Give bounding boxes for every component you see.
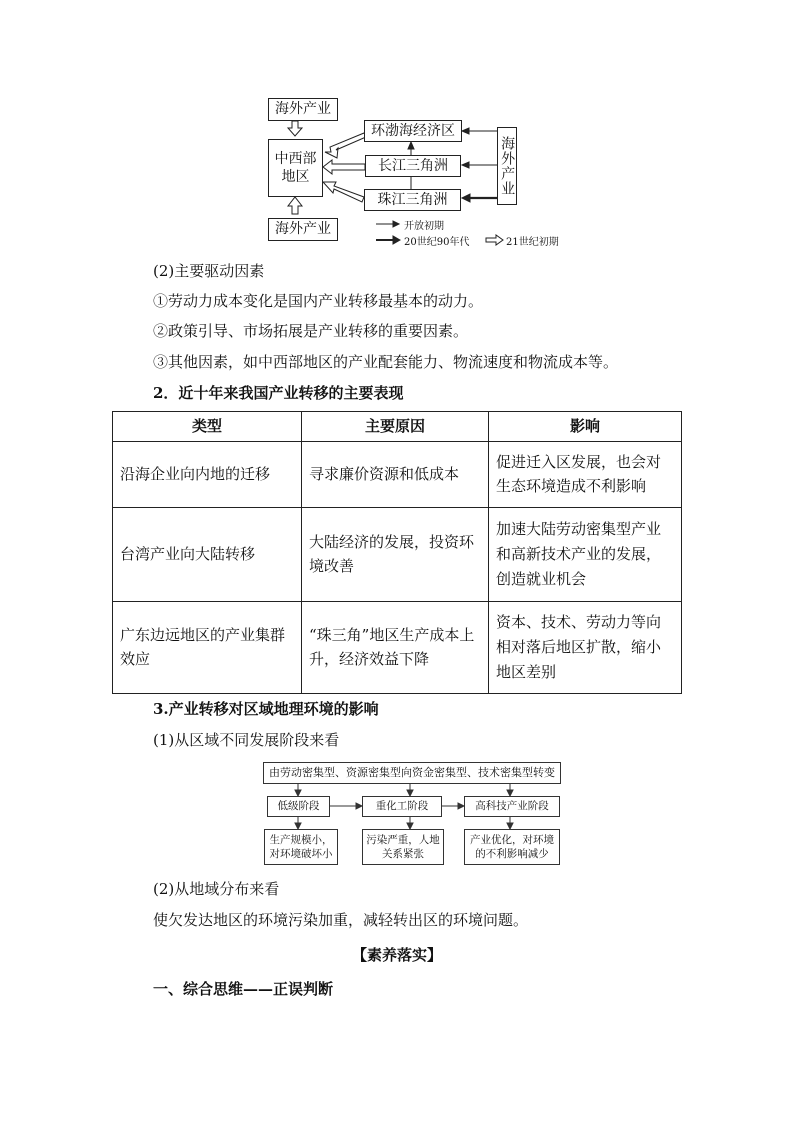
- driving-factor-3: ③其他因素，如中西部地区的产业配套能力、物流速度和物流成本等。: [153, 353, 619, 371]
- table-cell: 资本、技术、劳动力等向相对落后地区扩散，缩小地区差别: [489, 601, 682, 693]
- table-cell: 广东边远地区的产业集群效应: [113, 601, 302, 693]
- driving-factor-2: ②政策引导、市场拓展是产业转移的重要因素。: [153, 322, 469, 340]
- table-cell: “珠三角”地区生产成本上升，经济效益下降: [302, 601, 489, 693]
- comprehensive-thinking-heading: 一、综合思维——正误判断: [153, 980, 334, 998]
- literacy-practice-title: 【素养落实】: [351, 946, 442, 964]
- stage-low: 低级阶段: [267, 796, 330, 817]
- impact-heading: 3.产业转移对区域地理环境的影响: [153, 700, 379, 718]
- overseas-industry-bottom-label: 海外产业: [275, 221, 331, 238]
- table-cell: 大陆经济的发展，投资环境改善: [302, 507, 489, 601]
- effect-low: 生产规模小，对环境破坏小: [264, 829, 338, 865]
- overseas-industry-top-label: 海外产业: [275, 101, 331, 118]
- table-cell: 加速大陆劳动密集型产业和高新技术产业的发展，创造就业机会: [489, 507, 682, 601]
- driving-factors-heading: (2)主要驱动因素: [153, 262, 265, 280]
- central-western-label-1: 中西部: [274, 150, 317, 167]
- pearl-label: 珠江三角洲: [377, 191, 448, 208]
- bohai-label: 环渤海经济区: [371, 122, 455, 139]
- regional-view-heading: (2)从地域分布来看: [153, 880, 280, 898]
- regional-view-text: 使欠发达地区的环境污染加重，减轻转出区的环境问题。: [153, 911, 529, 929]
- table-header-cell: 主要原因: [302, 412, 489, 442]
- recent-decade-heading: 2．近十年来我国产业转移的主要表现: [153, 384, 404, 402]
- transition-banner: 由劳动密集型、资源密集型向资金密集型、技术密集型转变: [263, 762, 561, 784]
- legend-90s: 20世纪90年代: [404, 237, 470, 248]
- legend-early: 开放初期: [404, 221, 444, 232]
- driving-factor-1: ①劳动力成本变化是国内产业转移最基本的动力。: [153, 292, 484, 310]
- legend-21c: 21世纪初期: [506, 237, 559, 248]
- stage-view-heading: (1)从区域不同发展阶段来看: [153, 731, 340, 749]
- yangtze-label: 长江三角洲: [378, 157, 448, 174]
- stage-high-tech: 高科技产业阶段: [464, 796, 560, 817]
- effect-high-tech: 产业优化，对环境的不利影响减少: [464, 829, 560, 865]
- table-cell: 沿海企业向内地的迁移: [113, 441, 302, 507]
- table-cell: 台湾产业向大陆转移: [113, 507, 302, 601]
- table-cell: 促进迁入区发展，也会对生态环境造成不利影响: [489, 441, 682, 507]
- table-header-cell: 影响: [489, 412, 682, 442]
- table-cell: 寻求廉价资源和低成本: [302, 441, 489, 507]
- central-western-label-2: 地区: [281, 169, 310, 185]
- table-header-cell: 类型: [113, 412, 302, 442]
- effect-heavy: 污染严重，人地关系紧张: [362, 829, 444, 865]
- stage-heavy-chemical: 重化工阶段: [362, 796, 442, 817]
- overseas-industry-right-label: 海外产业: [499, 136, 516, 196]
